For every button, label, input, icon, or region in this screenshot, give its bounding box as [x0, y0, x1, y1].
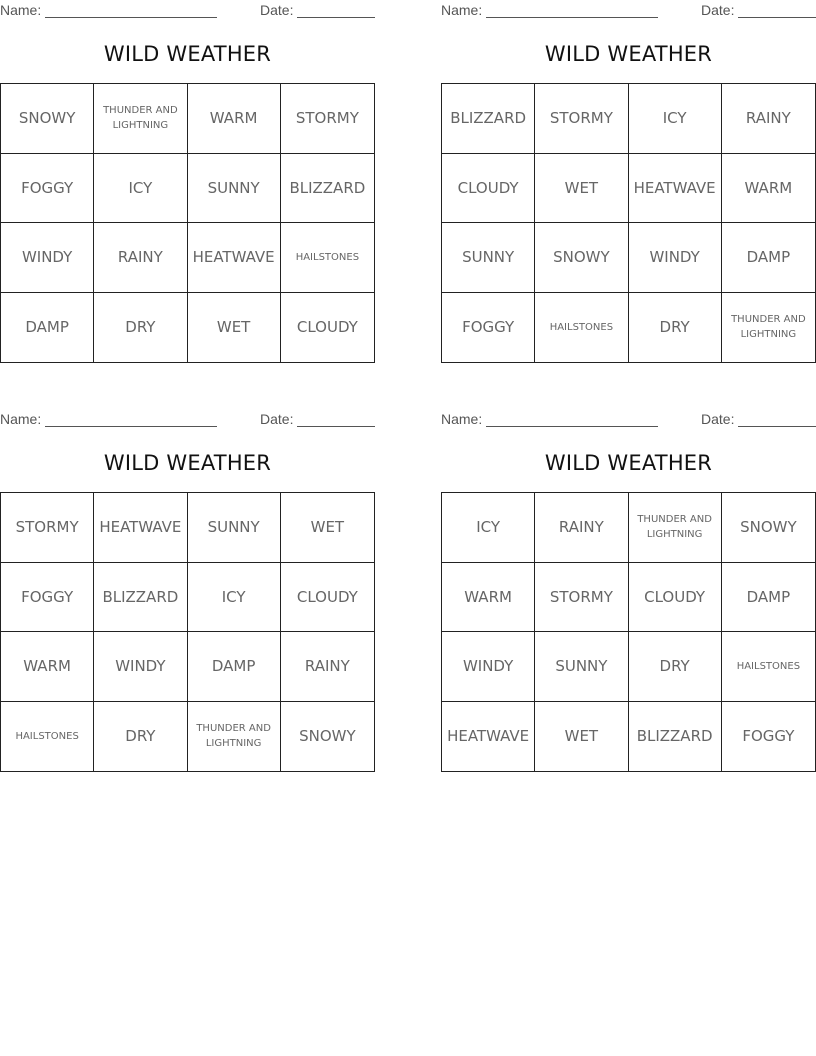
bingo-cell: HAILSTONES	[535, 293, 628, 363]
bingo-cell: DRY	[629, 293, 722, 363]
bingo-cell: ICY	[629, 84, 722, 154]
date-line	[297, 426, 375, 427]
date-line	[738, 17, 816, 18]
bingo-cell: WINDY	[442, 632, 535, 702]
name-line	[45, 17, 217, 18]
bingo-cell: SNOWY	[535, 223, 628, 293]
bingo-cell: CLOUDY	[629, 563, 722, 633]
bingo-cell: SNOWY	[1, 84, 94, 154]
bingo-cell: FOGGY	[1, 563, 94, 633]
bingo-cell: THUNDER AND LIGHTNING	[629, 493, 722, 563]
bingo-grid	[0, 492, 375, 772]
bingo-cell: RAINY	[94, 223, 187, 293]
date-line	[738, 426, 816, 427]
bingo-cell: WET	[535, 702, 628, 772]
bingo-cell: RAINY	[535, 493, 628, 563]
bingo-cell: WET	[535, 154, 628, 224]
card-title: WILD WEATHER	[544, 42, 713, 66]
bingo-cell: WARM	[722, 154, 815, 224]
bingo-cell: WARM	[442, 563, 535, 633]
name-date-row	[0, 411, 375, 429]
name-line	[45, 426, 217, 427]
bingo-cell: THUNDER AND LIGHTNING	[188, 702, 281, 772]
bingo-cell: DRY	[629, 632, 722, 702]
date-label: Date:	[260, 2, 294, 18]
name-label: Name:	[441, 2, 483, 18]
bingo-cell: CLOUDY	[296, 318, 358, 337]
bingo-cell: DAMP	[722, 563, 815, 633]
bingo-cell: RAINY	[281, 632, 374, 702]
bingo-cell: THUNDER AND LIGHTNING	[94, 84, 187, 154]
bingo-cell: STORMY	[1, 493, 94, 563]
bingo-cell: STORMY	[535, 84, 628, 154]
bingo-grid	[0, 83, 375, 363]
bingo-cell: WARM	[1, 632, 94, 702]
name-line	[486, 17, 658, 18]
date-label: Date:	[701, 2, 735, 18]
name-label: Name:	[0, 411, 42, 427]
bingo-cell: WARM	[188, 84, 281, 154]
bingo-cell: BLIZZARD	[629, 702, 722, 772]
bingo-cell: CLOUDY	[442, 154, 535, 224]
name-date-row	[441, 411, 816, 429]
bingo-cell: HEATWAVE	[94, 493, 187, 563]
bingo-cell: DAMP	[188, 632, 281, 702]
bingo-cell: SNOWY	[299, 727, 356, 746]
bingo-cell: WINDY	[1, 223, 94, 293]
bingo-cell: STORMY	[281, 84, 374, 154]
bingo-cell: DAMP	[722, 223, 815, 293]
bingo-cell: BLIZZARD	[94, 563, 187, 633]
bingo-cell: RAINY	[722, 84, 815, 154]
bingo-cell: SUNNY	[442, 223, 535, 293]
bingo-grid	[441, 492, 816, 772]
name-label: Name:	[441, 411, 483, 427]
bingo-cell: DRY	[94, 293, 187, 363]
bingo-cell: SNOWY	[722, 493, 815, 563]
bingo-cell: SUNNY	[188, 154, 281, 224]
card-title: WILD WEATHER	[544, 451, 713, 475]
date-line	[297, 17, 375, 18]
bingo-cell: THUNDER AND LIGHTNING	[731, 314, 806, 341]
bingo-cell: DAMP	[1, 293, 94, 363]
name-line	[486, 426, 658, 427]
bingo-cell: FOGGY	[1, 154, 94, 224]
bingo-cell: STORMY	[535, 563, 628, 633]
bingo-cell: BLIZZARD	[281, 154, 374, 224]
name-date-row	[0, 2, 375, 20]
bingo-cell: DRY	[94, 702, 187, 772]
bingo-cell: HEATWAVE	[629, 154, 722, 224]
bingo-cell: BLIZZARD	[442, 84, 535, 154]
bingo-cell: HAILSTONES	[722, 632, 815, 702]
bingo-cell: HEATWAVE	[442, 702, 535, 772]
card-title: WILD WEATHER	[103, 42, 272, 66]
bingo-cell: SUNNY	[188, 493, 281, 563]
bingo-cell: WINDY	[629, 223, 722, 293]
bingo-cell: HAILSTONES	[1, 702, 94, 772]
bingo-cell: ICY	[94, 154, 187, 224]
bingo-cell: WET	[281, 493, 374, 563]
bingo-cell: ICY	[188, 563, 281, 633]
bingo-cell: ICY	[442, 493, 535, 563]
name-date-row	[441, 2, 816, 20]
bingo-cell: SUNNY	[535, 632, 628, 702]
date-label: Date:	[701, 411, 735, 427]
bingo-cell: FOGGY	[742, 727, 795, 746]
date-label: Date:	[260, 411, 294, 427]
bingo-cell: WET	[188, 293, 281, 363]
bingo-cell: CLOUDY	[281, 563, 374, 633]
bingo-cell: HAILSTONES	[281, 223, 374, 293]
bingo-cell: FOGGY	[442, 293, 535, 363]
card-title: WILD WEATHER	[103, 451, 272, 475]
name-label: Name:	[0, 2, 42, 18]
bingo-cell: HEATWAVE	[188, 223, 281, 293]
bingo-grid	[441, 83, 816, 363]
bingo-cell: WINDY	[94, 632, 187, 702]
